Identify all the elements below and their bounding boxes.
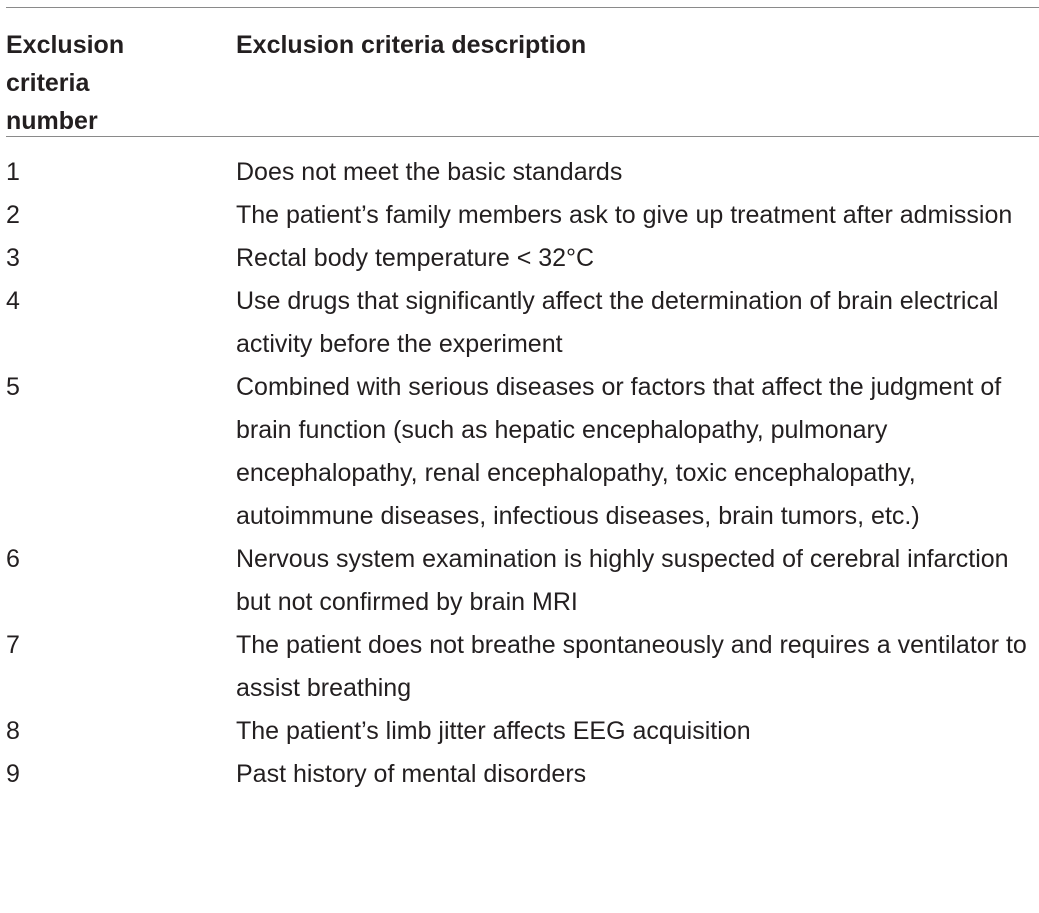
row-description: The patient does not breathe spontaneously and requires a ventilator to assist breathing — [236, 631, 1027, 702]
table-row — [6, 280, 1039, 366]
table-row — [6, 151, 1039, 194]
table-row — [6, 237, 1039, 280]
row-description: Nervous system examination is highly suspected of cerebral infarction but not confirmed by brain MRI — [236, 545, 1009, 616]
row-number: 7 — [6, 631, 20, 659]
row-number: 2 — [6, 201, 20, 229]
table-row — [6, 624, 1039, 710]
row-description: Does not meet the basic standards — [236, 158, 623, 186]
row-description: Past history of mental disorders — [236, 760, 587, 788]
table-header-row — [6, 8, 1039, 136]
row-number: 5 — [6, 373, 20, 401]
table-row — [6, 366, 1039, 538]
row-description: Rectal body temperature < 32°C — [236, 244, 595, 272]
row-number: 1 — [6, 158, 20, 186]
row-number: 4 — [6, 287, 20, 315]
header-cell-description — [236, 26, 1039, 136]
header-cell-number — [6, 26, 236, 136]
row-number: 6 — [6, 545, 20, 573]
exclusion-criteria-table — [6, 7, 1039, 796]
row-description: The patient’s family members ask to give up treatment after admission — [236, 201, 1013, 229]
row-number: 8 — [6, 717, 20, 745]
header-description-label: Exclusion criteria description — [236, 31, 587, 59]
table-row — [6, 753, 1039, 796]
table-body — [6, 137, 1039, 796]
table-row — [6, 710, 1039, 753]
row-description: The patient’s limb jitter affects EEG acquisition — [236, 717, 751, 745]
table-row — [6, 194, 1039, 237]
table-row — [6, 538, 1039, 624]
row-number: 9 — [6, 760, 20, 788]
row-description: Use drugs that significantly affect the determination of brain electrical activity before the experiment — [236, 287, 999, 358]
header-number-label: Exclusion criteria number — [6, 31, 125, 135]
row-description: Combined with serious diseases or factors that affect the judgment of brain function (such as hepatic encephalopathy, pulmonary encephalopathy, renal encephalopathy, toxic encephalopathy, autoimmune diseases, infectious diseases, brain tumors, etc.) — [236, 373, 1002, 530]
row-number: 3 — [6, 244, 20, 272]
